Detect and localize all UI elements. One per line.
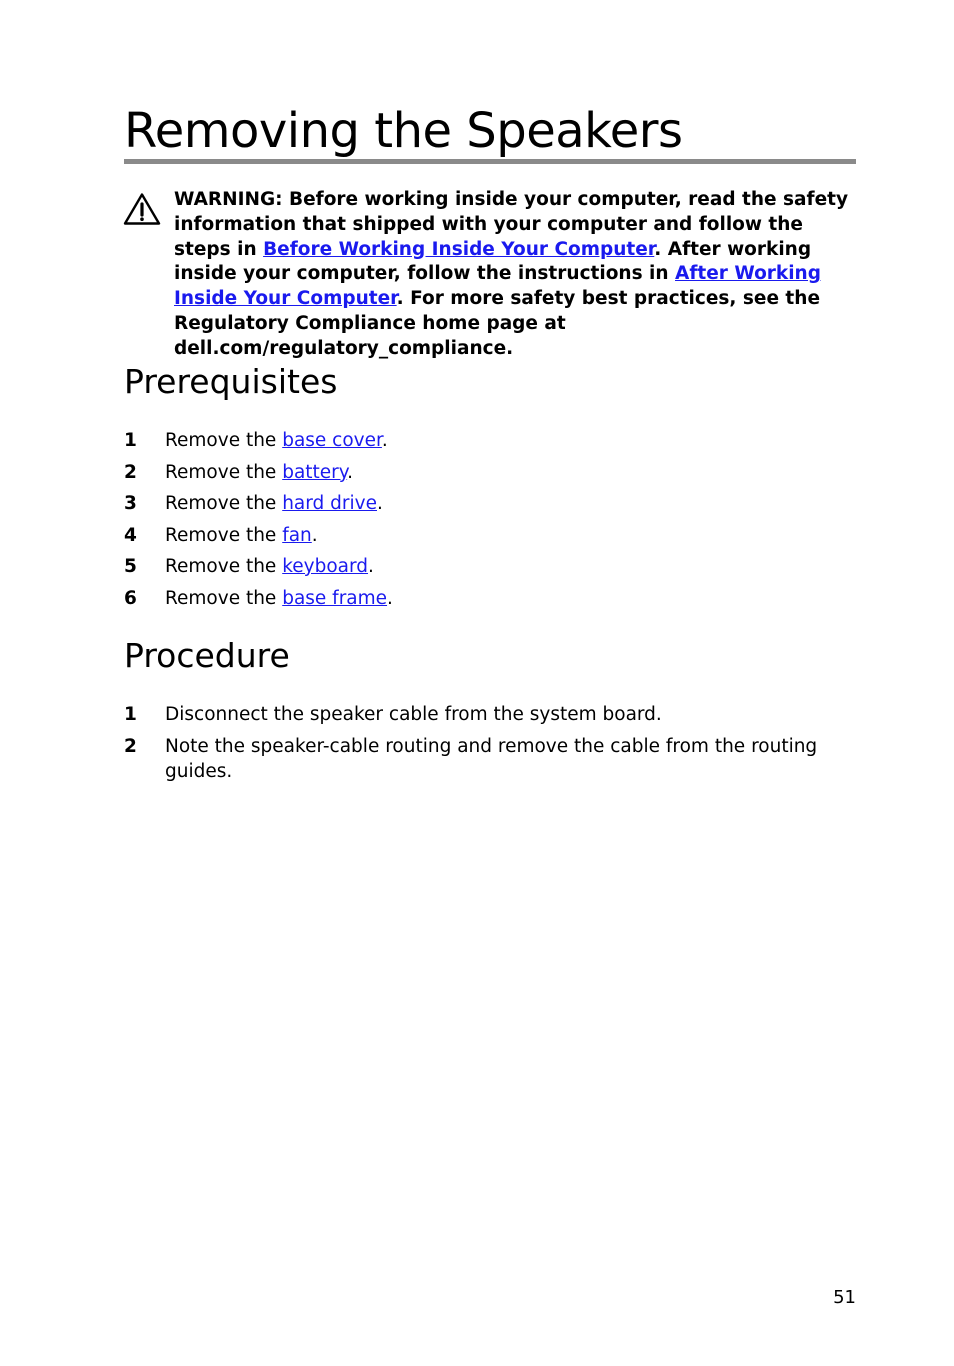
warning-text-middle: . After working inside your computer, follow the instructions in	[174, 238, 812, 285]
step-prefix: Remove the	[165, 524, 283, 546]
step-suffix: .	[347, 461, 353, 483]
step-number: 6	[124, 587, 137, 609]
step-suffix: .	[311, 524, 318, 546]
page-title: Removing the Speakers	[124, 103, 683, 159]
step-suffix: .	[387, 587, 393, 609]
prerequisite-step	[124, 428, 854, 453]
warning-text-tail: . For more safety best practices, see the Regulatory Compliance home page at dell.com/regulatory_compliance.	[174, 288, 820, 359]
step-prefix: Remove the	[165, 556, 283, 577]
page-number: 51	[833, 1287, 856, 1308]
base-frame-link[interactable]: base frame	[282, 587, 388, 609]
step-text	[165, 554, 854, 579]
step-number: 2	[124, 735, 137, 757]
step-text	[165, 523, 854, 548]
warning-text-lead: WARNING: Before working inside your computer, read the safety information that shipped with your computer and follow the steps in	[174, 189, 849, 260]
step-text	[165, 491, 854, 516]
procedure-list	[124, 702, 854, 790]
step-number: 1	[124, 704, 137, 725]
prerequisite-step	[124, 523, 854, 548]
step-suffix: .	[377, 493, 383, 514]
keyboard-link[interactable]: keyboard	[282, 556, 369, 577]
base-cover-link[interactable]: base cover	[282, 430, 382, 451]
step-text: Note the speaker-cable routing and remove the cable from the routing guides.	[165, 735, 818, 782]
step-number: 5	[124, 556, 137, 577]
prerequisite-step	[124, 554, 854, 579]
prerequisite-step	[124, 460, 854, 485]
step-prefix: Remove the	[165, 493, 283, 514]
step-number: 3	[124, 493, 137, 514]
warning-triangle-icon	[123, 192, 161, 226]
battery-link[interactable]: battery	[282, 461, 348, 483]
procedure-step	[124, 702, 854, 727]
step-number: 2	[124, 461, 137, 483]
procedure-heading: Procedure	[124, 636, 290, 675]
step-number: 4	[124, 524, 137, 546]
step-text	[165, 586, 854, 611]
step-text	[165, 428, 854, 453]
step-text	[165, 460, 854, 485]
before-working-link[interactable]: Before Working Inside Your Computer	[263, 238, 655, 260]
step-text: Disconnect the speaker cable from the system board.	[165, 704, 662, 725]
step-prefix: Remove the	[165, 461, 283, 483]
step-number: 1	[124, 430, 137, 451]
procedure-step	[124, 734, 854, 784]
prerequisite-step	[124, 491, 854, 516]
step-prefix: Remove the	[165, 587, 283, 609]
fan-link[interactable]: fan	[282, 524, 312, 546]
title-divider	[124, 159, 856, 164]
prerequisites-list	[124, 428, 854, 617]
prerequisites-heading: Prerequisites	[124, 362, 338, 401]
step-prefix: Remove the	[165, 430, 283, 451]
hard-drive-link[interactable]: hard drive	[282, 493, 377, 514]
warning-notice	[174, 188, 854, 362]
after-working-link[interactable]: After Working Inside Your Computer	[174, 263, 821, 310]
prerequisite-step	[124, 586, 854, 611]
step-suffix: .	[368, 556, 374, 577]
step-suffix: .	[381, 430, 388, 451]
